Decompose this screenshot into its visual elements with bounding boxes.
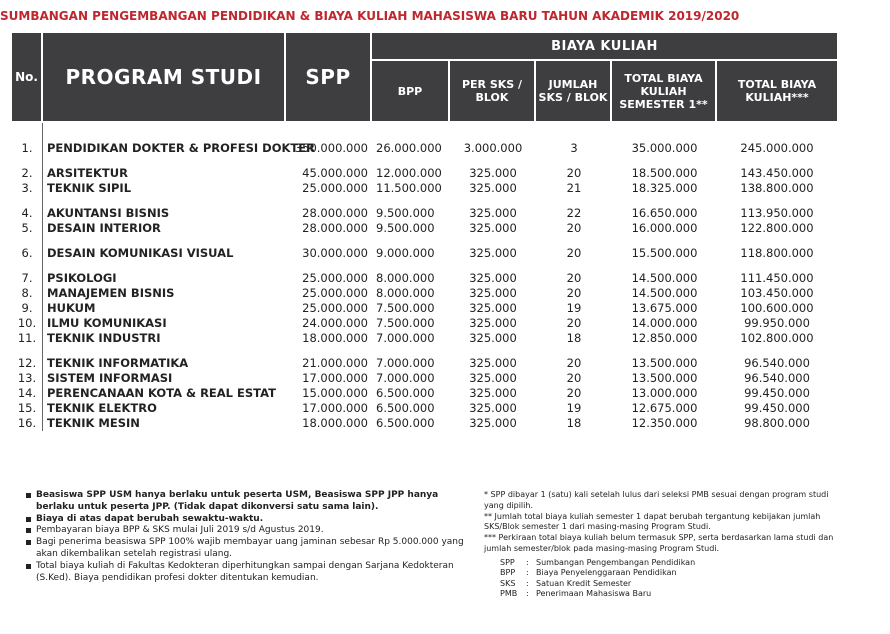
- spacer-cell: [43, 261, 286, 271]
- cell-spp: 25.000.000: [302, 286, 368, 300]
- cell-spp: 28.000.000: [302, 221, 368, 235]
- spacer-cell: [450, 261, 536, 271]
- cell-total-biaya: 103.450.000: [740, 286, 814, 300]
- cell-total-biaya: 100.600.000: [740, 301, 814, 315]
- cell-jumlah-sks: 20: [566, 286, 582, 300]
- spacer-cell: [286, 156, 372, 166]
- spacer-cell: [43, 123, 286, 141]
- cell-jumlah-sks: 21: [566, 181, 582, 195]
- cell-total-semester-1: 18.325.000: [631, 181, 698, 195]
- spacer-cell: [372, 123, 450, 141]
- cell-bpp: 26.000.000: [376, 141, 442, 155]
- note-item: Biaya di atas dapat berubah sewaktu-waktu.: [26, 514, 474, 526]
- spacer-cell: [450, 346, 536, 356]
- notes-left-list: [26, 490, 474, 584]
- spacer-cell: [12, 346, 43, 356]
- spacer-cell: [536, 123, 612, 141]
- spacer-cell: [612, 156, 717, 166]
- cell-program-studi: SISTEM INFORMASI: [47, 371, 173, 385]
- cell-total-semester-1: 14.500.000: [631, 271, 698, 285]
- abbreviation-value: Satuan Kredit Semester: [536, 578, 632, 588]
- spacer-cell: [612, 196, 717, 206]
- abbreviation-separator: :: [526, 578, 529, 588]
- cell-total-biaya: 122.800.000: [740, 221, 814, 235]
- cell-program-studi: TEKNIK ELEKTRO: [47, 401, 157, 415]
- cell-bpp: 7.000.000: [376, 371, 435, 385]
- table-row: [12, 371, 837, 386]
- cell-no: 13.: [12, 371, 43, 386]
- cell-total-biaya: 111.450.000: [740, 271, 814, 285]
- cell-spp: 18.000.000: [302, 416, 368, 430]
- abbreviation-key: SPP: [500, 557, 515, 567]
- footnote-item: ** Jumlah total biaya kuliah semester 1 dapat berubah tergantung kebijakan jumlah SKS/Blok semester 1 dari masing-masing Program Studi.: [484, 511, 821, 532]
- cell-total-semester-1: 35.000.000: [631, 141, 698, 155]
- cell-program-studi: MANAJEMEN BISNIS: [47, 286, 175, 300]
- cell-jumlah-sks: 20: [566, 356, 582, 370]
- spacer-cell: [450, 236, 536, 246]
- spacer-cell: [612, 261, 717, 271]
- spacer-cell: [43, 346, 286, 356]
- spacer-cell: [372, 156, 450, 166]
- cell-program-studi: DESAIN INTERIOR: [47, 221, 161, 235]
- cell-total-semester-1: 12.675.000: [631, 401, 698, 415]
- cell-total-semester-1: 13.675.000: [631, 301, 698, 315]
- cell-no: 3.: [12, 181, 43, 196]
- cell-total-semester-1: 13.500.000: [631, 356, 698, 370]
- page-title: SUMBANGAN PENGEMBANGAN PENDIDIKAN & BIAYA KULIAH MAHASISWA BARU TAHUN AKADEMIK 2019/2020: [0, 9, 740, 23]
- cell-jumlah-sks: 20: [566, 386, 582, 400]
- cell-per-sks: 325.000: [469, 316, 517, 330]
- cell-program-studi: ARSITEKTUR: [47, 166, 128, 180]
- table-row: [12, 416, 837, 431]
- cell-per-sks: 325.000: [469, 221, 517, 235]
- cell-spp: 30.000.000: [302, 246, 368, 260]
- cell-bpp: 6.500.000: [376, 416, 435, 430]
- spacer-cell: [536, 346, 612, 356]
- cell-no: 11.: [12, 331, 43, 346]
- table-row: [12, 181, 837, 196]
- cell-per-sks: 325.000: [469, 401, 517, 415]
- cell-per-sks: 325.000: [469, 246, 517, 260]
- cell-total-biaya: 245.000.000: [740, 141, 814, 155]
- header-no: No.: [12, 33, 43, 123]
- footnote-item: *** Perkiraan total biaya kuliah belum termasuk SPP, serta berdasarkan lama studi dan jumlah semester/blok pada masing-masing Program Studi.: [484, 533, 834, 553]
- abbreviation-value: Sumbangan Pengembangan Pendidikan: [536, 557, 696, 567]
- cell-total-semester-1: 12.350.000: [631, 416, 698, 430]
- abbreviation-key: PMB: [500, 589, 518, 599]
- spacer-cell: [450, 123, 536, 141]
- cell-total-semester-1: 13.000.000: [631, 386, 698, 400]
- cell-bpp: 6.500.000: [376, 386, 435, 400]
- cell-total-biaya: 99.450.000: [744, 401, 810, 415]
- cell-spp: 28.000.000: [302, 206, 368, 220]
- cell-total-biaya: 96.540.000: [744, 371, 810, 385]
- cell-bpp: 7.000.000: [376, 356, 435, 370]
- cell-jumlah-sks: 22: [566, 206, 582, 220]
- cell-bpp: 7.000.000: [376, 331, 435, 345]
- note-item: Beasiswa SPP USM hanya berlaku untuk peserta USM, Beasiswa SPP JPP hanya berlaku untuk peserta JPP. (Tidak dapat dikonversi satu sama lain).: [26, 490, 474, 514]
- abbreviation-separator: :: [526, 589, 529, 599]
- cell-total-biaya: 138.800.000: [740, 181, 814, 195]
- cell-per-sks: 325.000: [469, 206, 517, 220]
- cell-total-biaya: 99.950.000: [744, 316, 810, 330]
- cell-spp: 21.000.000: [302, 356, 368, 370]
- cell-bpp: 8.000.000: [376, 271, 435, 285]
- spacer-cell: [717, 123, 837, 141]
- cell-total-semester-1: 14.500.000: [631, 286, 698, 300]
- cell-total-biaya: 96.540.000: [744, 356, 810, 370]
- cell-no: 10.: [12, 316, 43, 331]
- cell-jumlah-sks: 20: [566, 221, 582, 235]
- table-row: [12, 221, 837, 236]
- cell-bpp: 6.500.000: [376, 401, 435, 415]
- spacer-cell: [43, 196, 286, 206]
- cell-per-sks: 325.000: [469, 286, 517, 300]
- footnote-item: * SPP dibayar 1 (satu) kali setelah lulus dari seleksi PMB sesuai dengan program studi yang dipilih.: [484, 490, 829, 510]
- header-program-studi: PROGRAM STUDI: [43, 33, 286, 123]
- cell-spp: 17.000.000: [302, 371, 368, 385]
- cell-per-sks: 325.000: [469, 331, 517, 345]
- spacer-cell: [612, 346, 717, 356]
- spacer-cell: [286, 123, 372, 141]
- abbreviation-key: SKS: [500, 578, 516, 588]
- spacer-cell: [286, 261, 372, 271]
- cell-jumlah-sks: 20: [566, 246, 582, 260]
- note-item: Bagi penerima beasiswa SPP 100% wajib membayar uang jaminan sebesar Rp 5.000.000 yang akan dikembalikan setelah registrasi ulang.: [26, 537, 474, 561]
- table-row: [12, 301, 837, 316]
- cell-spp: 18.000.000: [302, 331, 368, 345]
- cell-program-studi: PSIKOLOGI: [47, 271, 117, 285]
- spacer-cell: [717, 346, 837, 356]
- header-total-semester-1: TOTAL BIAYA KULIAH SEMESTER 1**: [612, 61, 717, 123]
- cell-per-sks: 325.000: [469, 356, 517, 370]
- cell-total-semester-1: 18.500.000: [631, 166, 698, 180]
- cell-bpp: 12.000.000: [376, 166, 442, 180]
- header-per-sks: PER SKS / BLOK: [450, 61, 536, 123]
- spacer-cell: [286, 346, 372, 356]
- cell-no: 2.: [12, 166, 43, 181]
- cell-jumlah-sks: 20: [566, 166, 582, 180]
- cell-no: 16.: [12, 416, 43, 431]
- cell-program-studi: ILMU KOMUNIKASI: [47, 316, 167, 330]
- cell-jumlah-sks: 19: [566, 301, 582, 315]
- cell-no: 1.: [12, 141, 43, 156]
- cell-program-studi: AKUNTANSI BISNIS: [47, 206, 170, 220]
- notes-left: [26, 490, 474, 584]
- cell-spp: 25.000.000: [302, 271, 368, 285]
- abbreviation-item: [500, 589, 834, 600]
- table-row: [12, 356, 837, 371]
- cell-program-studi: TEKNIK INFORMATIKA: [47, 356, 189, 370]
- cell-bpp: 9.000.000: [376, 246, 435, 260]
- spacer-cell: [536, 236, 612, 246]
- abbreviation-value: Penerimaan Mahasiswa Baru: [536, 589, 652, 599]
- header-biaya-kuliah: BIAYA KULIAH: [372, 33, 837, 61]
- group-spacer: [12, 156, 837, 166]
- abbreviation-value: Biaya Penyelenggaraan Pendidikan: [536, 568, 677, 578]
- cell-total-semester-1: 16.650.000: [631, 206, 698, 220]
- cell-bpp: 8.000.000: [376, 286, 435, 300]
- header-bpp: BPP: [372, 61, 450, 123]
- group-spacer: [12, 196, 837, 206]
- header-total-biaya: TOTAL BIAYA KULIAH***: [717, 61, 837, 123]
- abbreviation-item: [500, 558, 834, 569]
- cell-per-sks: 3.000.000: [463, 141, 523, 155]
- spacer-cell: [536, 156, 612, 166]
- spacer-cell: [286, 196, 372, 206]
- cell-bpp: 7.500.000: [376, 316, 435, 330]
- cell-per-sks: 325.000: [469, 371, 517, 385]
- cell-spp: 15.000.000: [302, 386, 368, 400]
- cell-total-biaya: 99.450.000: [744, 386, 810, 400]
- table-row: [12, 166, 837, 181]
- table-row: [12, 206, 837, 221]
- cell-jumlah-sks: 18: [566, 331, 582, 345]
- spacer-cell: [372, 261, 450, 271]
- notes-right: [484, 490, 834, 600]
- cell-program-studi: HUKUM: [47, 301, 96, 315]
- cell-per-sks: 325.000: [469, 386, 517, 400]
- group-spacer: [12, 261, 837, 271]
- cell-bpp: 7.500.000: [376, 301, 435, 315]
- cell-program-studi: TEKNIK INDUSTRI: [47, 331, 161, 345]
- cell-per-sks: 325.000: [469, 181, 517, 195]
- spacer-cell: [12, 196, 43, 206]
- spacer-cell: [43, 156, 286, 166]
- table-row: [12, 141, 837, 156]
- spacer-cell: [372, 196, 450, 206]
- spacer-cell: [43, 236, 286, 246]
- cell-total-semester-1: 14.000.000: [631, 316, 698, 330]
- cell-spp: 25.000.000: [302, 181, 368, 195]
- spacer-cell: [612, 123, 717, 141]
- cell-total-biaya: 98.800.000: [744, 416, 810, 430]
- table-row: [12, 271, 837, 286]
- cell-program-studi: PENDIDIKAN DOKTER & PROFESI DOKTER: [47, 141, 315, 155]
- table-row: [12, 331, 837, 346]
- cell-bpp: 11.500.000: [376, 181, 442, 195]
- spacer-cell: [717, 261, 837, 271]
- fee-table: [12, 33, 837, 431]
- cell-no: 4.: [12, 206, 43, 221]
- spacer-cell: [536, 196, 612, 206]
- cell-jumlah-sks: 20: [566, 271, 582, 285]
- cell-per-sks: 325.000: [469, 301, 517, 315]
- note-item: Pembayaran biaya BPP & SKS mulai Juli 2019 s/d Agustus 2019.: [26, 525, 474, 537]
- cell-total-semester-1: 15.500.000: [631, 246, 698, 260]
- table-body: [12, 123, 837, 431]
- cell-no: 6.: [12, 246, 43, 261]
- spacer-cell: [450, 156, 536, 166]
- cell-no: 5.: [12, 221, 43, 236]
- cell-no: 15.: [12, 401, 43, 416]
- cell-spp: 24.000.000: [302, 316, 368, 330]
- notes-right-list: [484, 490, 834, 555]
- note-item: Total biaya kuliah di Fakultas Kedokteran diperhitungkan sampai dengan Sarjana Kedokteran (S.Ked). Biaya pendidikan profesi dokter ditentukan kemudian.: [26, 561, 474, 585]
- spacer-cell: [717, 156, 837, 166]
- cell-total-semester-1: 12.850.000: [631, 331, 698, 345]
- cell-bpp: 9.500.000: [376, 206, 435, 220]
- cell-jumlah-sks: 18: [566, 416, 582, 430]
- cell-total-biaya: 102.800.000: [740, 331, 814, 345]
- cell-jumlah-sks: 19: [566, 401, 582, 415]
- abbreviation-separator: :: [526, 557, 529, 567]
- cell-total-biaya: 113.950.000: [740, 206, 814, 220]
- spacer-cell: [612, 236, 717, 246]
- abbreviation-separator: :: [526, 568, 529, 578]
- cell-total-biaya: 118.800.000: [740, 246, 814, 260]
- cell-no: 9.: [12, 301, 43, 316]
- cell-program-studi: PERENCANAAN KOTA & REAL ESTAT: [47, 386, 276, 400]
- cell-total-semester-1: 16.000.000: [631, 221, 698, 235]
- cell-no: 8.: [12, 286, 43, 301]
- abbreviation-item: [500, 579, 834, 590]
- table-row: [12, 401, 837, 416]
- cell-per-sks: 325.000: [469, 416, 517, 430]
- abbreviation-item: [500, 568, 834, 579]
- spacer-cell: [12, 156, 43, 166]
- group-spacer: [12, 123, 837, 141]
- spacer-cell: [12, 236, 43, 246]
- table-row: [12, 246, 837, 261]
- cell-program-studi: DESAIN KOMUNIKASI VISUAL: [47, 246, 234, 260]
- cell-total-biaya: 143.450.000: [740, 166, 814, 180]
- cell-spp: 45.000.000: [302, 166, 368, 180]
- abbreviation-key: BPP: [500, 568, 516, 578]
- cell-no: 7.: [12, 271, 43, 286]
- cell-spp: 25.000.000: [302, 301, 368, 315]
- spacer-cell: [372, 236, 450, 246]
- header-spp: SPP: [286, 33, 372, 123]
- cell-no: 12.: [12, 356, 43, 371]
- header-jumlah-sks: JUMLAH SKS / BLOK: [536, 61, 612, 123]
- table-row: [12, 286, 837, 301]
- abbreviation-list: [484, 558, 834, 600]
- cell-program-studi: TEKNIK MESIN: [47, 416, 140, 430]
- spacer-cell: [372, 346, 450, 356]
- cell-bpp: 9.500.000: [376, 221, 435, 235]
- cell-per-sks: 325.000: [469, 166, 517, 180]
- cell-jumlah-sks: 20: [566, 316, 582, 330]
- cell-jumlah-sks: 20: [566, 371, 582, 385]
- cell-no: 14.: [12, 386, 43, 401]
- cell-program-studi: TEKNIK SIPIL: [47, 181, 132, 195]
- spacer-cell: [12, 261, 43, 271]
- table-header: [12, 33, 837, 123]
- cell-spp: 350.000.000: [294, 141, 368, 155]
- spacer-cell: [12, 123, 43, 141]
- cell-jumlah-sks: 3: [570, 141, 578, 155]
- spacer-cell: [450, 196, 536, 206]
- table-row: [12, 386, 837, 401]
- spacer-cell: [536, 261, 612, 271]
- spacer-cell: [286, 236, 372, 246]
- group-spacer: [12, 236, 837, 246]
- cell-per-sks: 325.000: [469, 271, 517, 285]
- cell-total-semester-1: 13.500.000: [631, 371, 698, 385]
- spacer-cell: [717, 196, 837, 206]
- table-row: [12, 316, 837, 331]
- group-spacer: [12, 346, 837, 356]
- cell-spp: 17.000.000: [302, 401, 368, 415]
- spacer-cell: [717, 236, 837, 246]
